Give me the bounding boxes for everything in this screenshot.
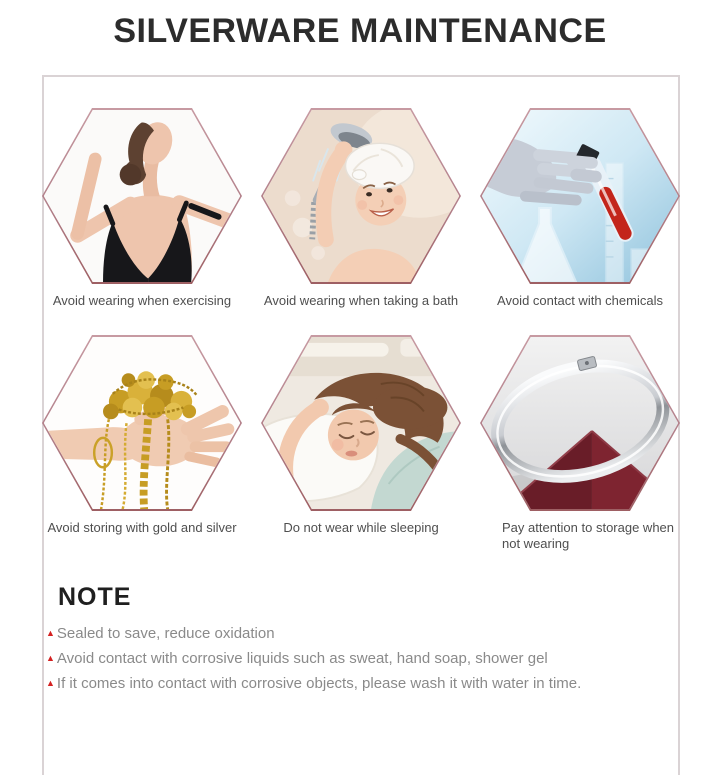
card-caption: Do not wear while sleeping — [283, 520, 439, 535]
triangle-bullet-icon: ▲ — [46, 628, 55, 638]
hexagon-border — [261, 335, 461, 511]
card-gold-storage — [42, 335, 242, 536]
card-caption: Pay attention to storage when not wearing — [502, 520, 675, 551]
triangle-bullet-icon: ▲ — [46, 678, 55, 688]
hexagon-border — [480, 108, 680, 284]
note-item-text: If it comes into contact with corrosive objects, please wash it with water in time. — [56, 675, 582, 692]
card-caption: Avoid contact with chemicals — [497, 293, 663, 308]
note-item-text: Sealed to save, reduce oxidation — [56, 625, 275, 642]
card-bangle-storage — [480, 335, 680, 552]
card-sleeping — [261, 335, 461, 536]
woman-sleeping-photo — [263, 337, 459, 509]
silver-bangle-on-box-photo — [482, 337, 678, 509]
note-item — [46, 672, 680, 697]
card-bath — [261, 108, 461, 309]
note-title: NOTE — [58, 583, 132, 611]
card-caption: Avoid wearing when exercising — [52, 293, 232, 308]
page-title: SILVERWARE MAINTENANCE — [113, 12, 607, 50]
card-caption: Avoid wearing when taking a bath — [263, 293, 459, 308]
note-item — [46, 647, 680, 672]
hexagon-image — [482, 337, 678, 509]
woman-shower-photo — [263, 110, 459, 282]
triangle-bullet-icon: ▲ — [46, 653, 55, 663]
note-item — [46, 622, 680, 647]
note-item-text: Avoid contact with corrosive liquids such as sweat, hand soap, shower gel — [56, 650, 548, 667]
card-caption: Avoid storing with gold and silver — [47, 520, 237, 535]
hand-with-gold-jewelry-photo — [44, 337, 240, 509]
woman-exercising-photo — [44, 110, 240, 282]
hexagon-border — [480, 335, 680, 511]
hexagon-border — [261, 108, 461, 284]
gloved-hand-test-tube-photo — [482, 110, 678, 282]
note-list — [46, 622, 680, 697]
hexagon-image — [482, 110, 678, 282]
hexagon-border — [42, 108, 242, 284]
hexagon-image — [44, 337, 240, 509]
card-chemicals — [480, 108, 680, 309]
card-exercising — [42, 108, 242, 309]
hexagon-image — [263, 337, 459, 509]
hexagon-image — [44, 110, 240, 282]
hexagon-border — [42, 335, 242, 511]
note-section — [46, 582, 680, 697]
hexagon-image — [263, 110, 459, 282]
